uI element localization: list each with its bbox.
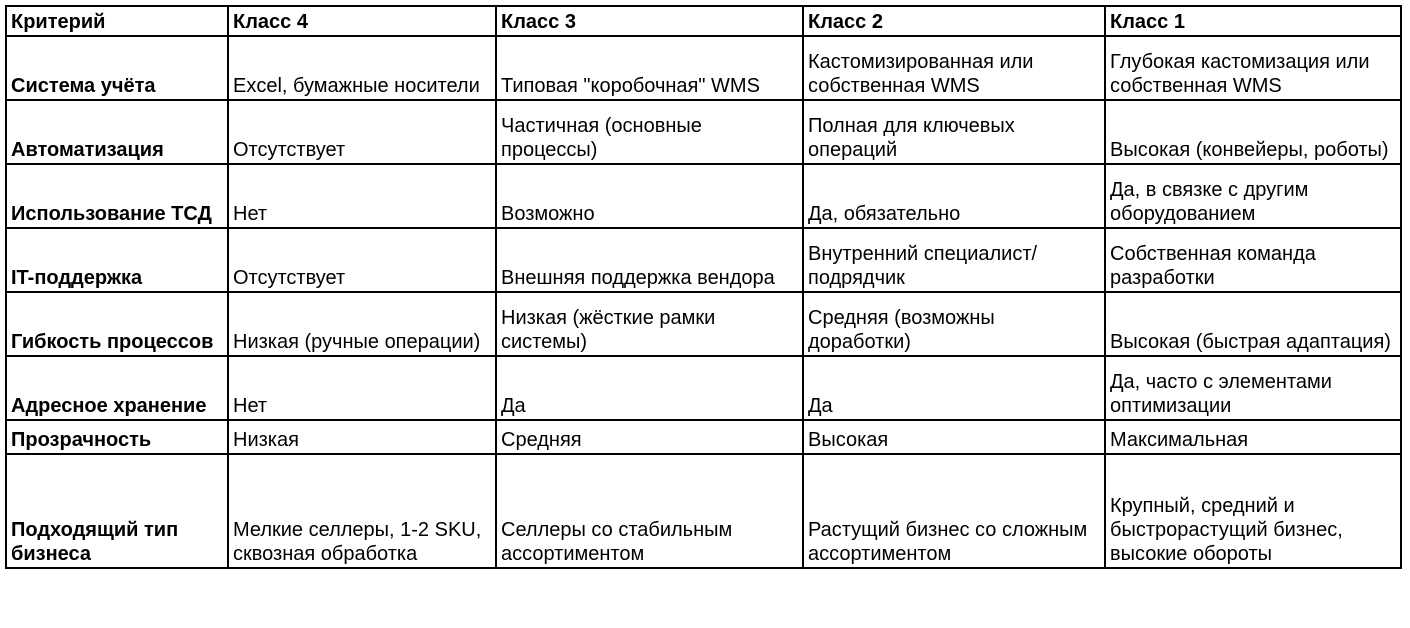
- table-cell: Растущий бизнес со сложным ассортиментом: [803, 454, 1105, 568]
- table-cell: Да, часто с элементами оптимизации: [1105, 356, 1401, 420]
- table-row: [6, 100, 1401, 164]
- table-cell: Частичная (основные процессы): [496, 100, 803, 164]
- header-class-4: Класс 4: [228, 6, 496, 36]
- table-cell: Высокая: [803, 420, 1105, 454]
- table-cell: Да, в связке с другим оборудованием: [1105, 164, 1401, 228]
- table-cell: Да: [496, 356, 803, 420]
- header-class-2: Класс 2: [803, 6, 1105, 36]
- table-row: [6, 36, 1401, 100]
- header-class-1: Класс 1: [1105, 6, 1401, 36]
- table-row: [6, 420, 1401, 454]
- row-label: IT-поддержка: [6, 228, 228, 292]
- table-cell: Нет: [228, 356, 496, 420]
- table-cell: Низкая (жёсткие рамки системы): [496, 292, 803, 356]
- table-row: [6, 292, 1401, 356]
- table-cell: Да, обязательно: [803, 164, 1105, 228]
- header-class-3: Класс 3: [496, 6, 803, 36]
- table-cell: Отсутствует: [228, 100, 496, 164]
- header-row: [6, 6, 1401, 36]
- comparison-table: [5, 5, 1402, 569]
- table-cell: Низкая (ручные операции): [228, 292, 496, 356]
- table-cell: Средняя: [496, 420, 803, 454]
- table-cell: Нет: [228, 164, 496, 228]
- table-cell: Возможно: [496, 164, 803, 228]
- table-cell: Высокая (конвейеры, роботы): [1105, 100, 1401, 164]
- table-cell: Внешняя поддержка вендора: [496, 228, 803, 292]
- table-cell: Типовая "коробочная" WMS: [496, 36, 803, 100]
- row-label: Использование ТСД: [6, 164, 228, 228]
- table-cell: Максимальная: [1105, 420, 1401, 454]
- table-cell: Селлеры со стабильным ассортиментом: [496, 454, 803, 568]
- header-criterion: Критерий: [6, 6, 228, 36]
- row-label: Система учёта: [6, 36, 228, 100]
- table-cell: Крупный, средний и быстрорастущий бизнес, высокие обороты: [1105, 454, 1401, 568]
- row-label: Гибкость процессов: [6, 292, 228, 356]
- table-cell: Мелкие селлеры, 1-2 SKU, сквозная обработка: [228, 454, 496, 568]
- row-label: Адресное хранение: [6, 356, 228, 420]
- table-row: [6, 228, 1401, 292]
- table-cell: Высокая (быстрая адаптация): [1105, 292, 1401, 356]
- table-cell: Кастомизированная или собственная WMS: [803, 36, 1105, 100]
- table-row: [6, 164, 1401, 228]
- table-cell: Отсутствует: [228, 228, 496, 292]
- table-cell: Внутренний специалист/подрядчик: [803, 228, 1105, 292]
- table-cell: Низкая: [228, 420, 496, 454]
- row-label: Подходящий тип бизнеса: [6, 454, 228, 568]
- table-row: [6, 356, 1401, 420]
- table-cell: Средняя (возможны доработки): [803, 292, 1105, 356]
- table-cell: Глубокая кастомизация или собственная WMS: [1105, 36, 1401, 100]
- table-row: [6, 454, 1401, 568]
- row-label: Автоматизация: [6, 100, 228, 164]
- table-cell: Собственная команда разработки: [1105, 228, 1401, 292]
- table-cell: Да: [803, 356, 1105, 420]
- table-cell: Excel, бумажные носители: [228, 36, 496, 100]
- table-cell: Полная для ключевых операций: [803, 100, 1105, 164]
- row-label: Прозрачность: [6, 420, 228, 454]
